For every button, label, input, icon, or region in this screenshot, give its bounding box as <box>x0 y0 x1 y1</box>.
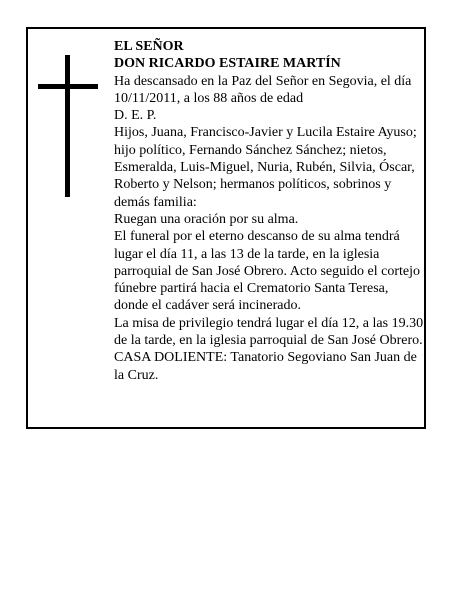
prayer-request: Ruegan una oración por su alma. <box>114 211 299 227</box>
heading-title: EL SEÑOR <box>114 39 184 54</box>
mourning-house: CASA DOLIENTE: Tanatorio Segoviano San Juan de la Cruz. <box>114 350 417 383</box>
rip-text: D. E. P. <box>114 108 157 124</box>
notice-text <box>114 38 424 384</box>
cross-horizontal-bar <box>38 84 98 89</box>
mass-info: La misa de privilegio tendrá lugar el día 12, a las 19.30 de la tarde, en la iglesia parroquial de San José Obrero. <box>114 315 424 349</box>
death-info: Ha descansado en la Paz del Señor en Segovia, el día 10/11/2011, a los 88 años de edad <box>114 73 412 106</box>
funeral-info: El funeral por el eterno descanso de su alma tendrá lugar el día 11, a las 13 de la tarde, en la iglesia parroquial de San José Obrero. Acto seguido el cortejo fúnebre partirá hacia el Crematorio Santa Teresa, donde el cadáver será incinerado. <box>114 229 420 314</box>
deceased-name: DON RICARDO ESTAIRE MARTÍN <box>114 56 341 72</box>
cross-icon <box>38 55 98 197</box>
family-list: Hijos, Juana, Francisco-Javier y Lucila Estaire Ayuso; hijo político, Fernando Sánchez Sánchez; nietos, Esmeralda, Luis-Miguel, Nuria, Rubén, Silvia, Óscar, Roberto y Nelson; hermanos políticos, sobrinos y demás familia: <box>114 125 417 210</box>
cross-vertical-bar <box>65 55 70 197</box>
